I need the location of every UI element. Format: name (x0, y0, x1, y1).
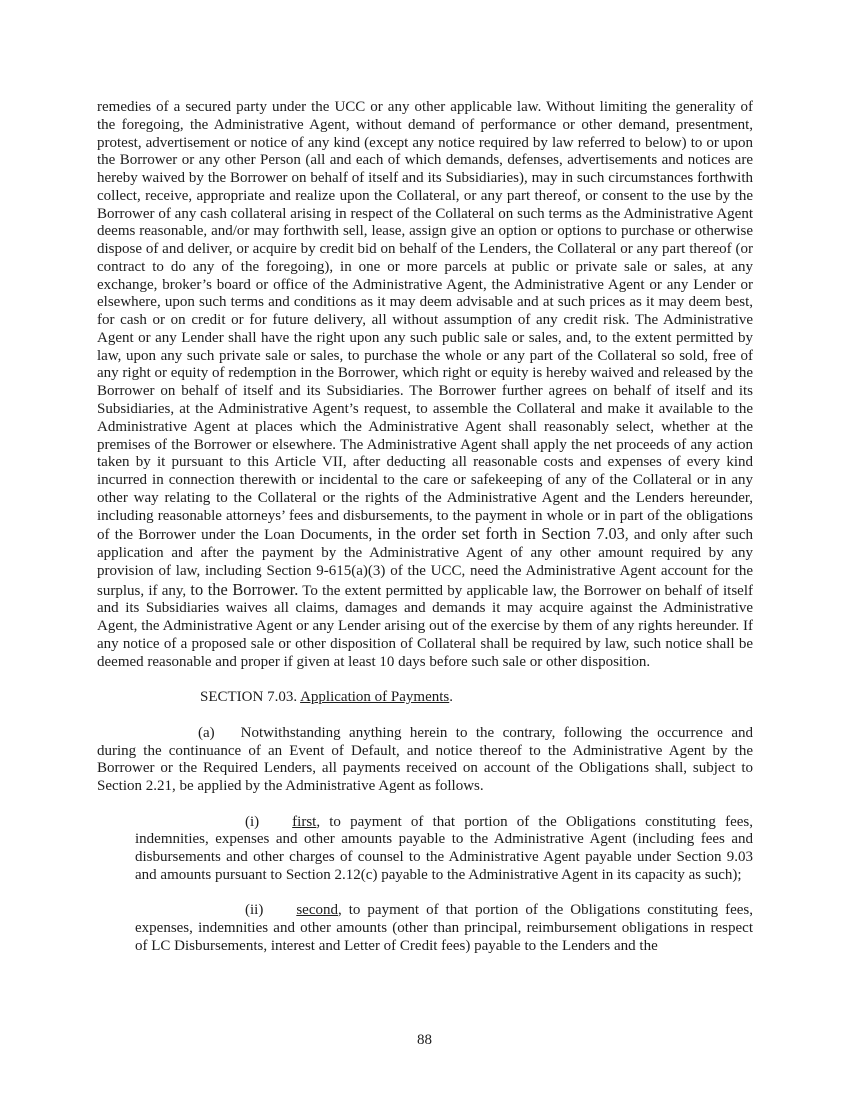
paragraph-main (97, 99, 753, 672)
paragraph-a-text: Notwithstanding anything herein to the contrary, following the occurrence and during the continuance of an Event of Default, and notice thereof to the Administrative Agent by the Borrower or the Required Lenders, all payments received on account of the Obligations shall, subject to Section 2.21, be applied by the Administrative Agent as follows. (97, 724, 753, 795)
subitem-i (135, 814, 753, 885)
main-paragraph-segment: To the extent permitted by applicable law, the Borrower on behalf of itself and its Subsidiaries waives all claims, damages and demands it may acquire against the Administrative Agent, the Administrative Agent or any Lender arising out of the exercise by them of any rights hereunder. If any notice of a proposed sale or other disposition of Collateral shall be required by law, such notice shall be deemed reasonable and proper if given at least 10 days before such sale or other disposition. (97, 582, 753, 670)
main-paragraph-segment: , and only after such application and after the payment by the Administrative Agent of any other amount required by any provision of law, including Section 9-615(a)(3) of the UCC, need the Administrative Agent account for the surplus, if any, (97, 527, 753, 599)
page-number: 88 (417, 1032, 432, 1048)
paragraph-a-label: (a) (198, 724, 215, 741)
subitem-ii-text: , to payment of that portion of the Obligations constituting fees, expenses, indemnities and other amounts (other than principal, reimbursement obligations in respect of LC Disbursements, interest and Letter of Credit fees) payable to the Lenders and the (135, 902, 753, 954)
section-heading (97, 689, 753, 707)
page-content (97, 99, 753, 956)
section-heading-label: SECTION 7.03. (200, 689, 298, 706)
main-paragraph-segment-large: to the Borrower. (190, 579, 299, 599)
subitem-i-lead: first (292, 813, 317, 830)
subitem-i-label: (i) (245, 813, 260, 830)
subitem-ii-lead: second (296, 902, 338, 919)
section-heading-title: Application of Payments (300, 689, 450, 706)
main-paragraph-segment: remedies of a secured party under the UCC or any other applicable law. Without limiting the generality of the foregoing, the Administrative Agent, without demand of performance or other demand, presentment, protest, advertisement or notice of any kind (except any notice required by law referred to below) to or upon the Borrower or any other Person (all and each of which demands, defenses, advertisements and notices are hereby waived by the Borrower on behalf of itself and its Subsidiaries), may in such circumstances forthwith collect, receive, appropriate and realize upon the Collateral, or any part thereof, or consent to the use by the Borrower of any cash collateral arising in respect of the Collateral on such terms as the Administrative Agent deems reasonable, and/or may forthwith sell, lease, assign give an option or options to purchase or otherwise dispose of and deliver, or acquire by credit bid on behalf of the Lenders, the Collateral or any part thereof (or contract to do any of the foregoing), in one or more parcels at public or private sale or sales, at any exchange, broker’s board or office of the Administrative Agent, the Administrative Agent or any Lender or elsewhere, upon such terms and conditions as it may deem advisable and at such prices as it may deem best, for cash or on credit or for future delivery, all without assumption of any credit risk. The Administrative Agent or any Lender shall have the right upon any such public sale or sales, and, to the extent permitted by law, upon any such private sale or sales, to purchase the whole or any part of the Collateral so sold, free of any right or equity of redemption in the Borrower, which right or equity is hereby waived and released by the Borrower on behalf of itself and its Subsidiaries. The Borrower further agrees on behalf of itself and its Subsidiaries, at the Administrative Agent’s request, to assemble the Collateral and make it available to the Administrative Agent at places which the Administrative Agent shall reasonably select, whether at the premises of the Borrower or elsewhere. The Administrative Agent shall apply the net proceeds of any action taken by it pursuant to this Article VII, after deducting all reasonable costs and expenses of every kind incurred in connection therewith or incidental to the care or safekeeping of any of the Collateral or in any other way relating to the Collateral or the rights of the Administrative Agent and the Lenders hereunder, including reasonable attorneys’ fees and disbursements, to the payment in whole or in part of the obligations of the Borrower under the Loan Documents, (97, 99, 753, 544)
subitem-ii-label: (ii) (245, 902, 264, 919)
paragraph-a (97, 725, 753, 796)
section-heading-suffix: . (449, 689, 453, 706)
main-paragraph-segment-large: in the order set forth in Section 7.03 (377, 524, 625, 544)
subitem-ii (135, 902, 753, 955)
subitem-i-text: , to payment of that portion of the Obligations constituting fees, indemnities, expenses and other amounts payable to the Administrative Agent (including fees and disbursements and other charges of counsel to the Administrative Agent payable under Section 9.03 and amounts pursuant to Section 2.12(c) payable to the Administrative Agent in its capacity as such); (135, 813, 753, 883)
